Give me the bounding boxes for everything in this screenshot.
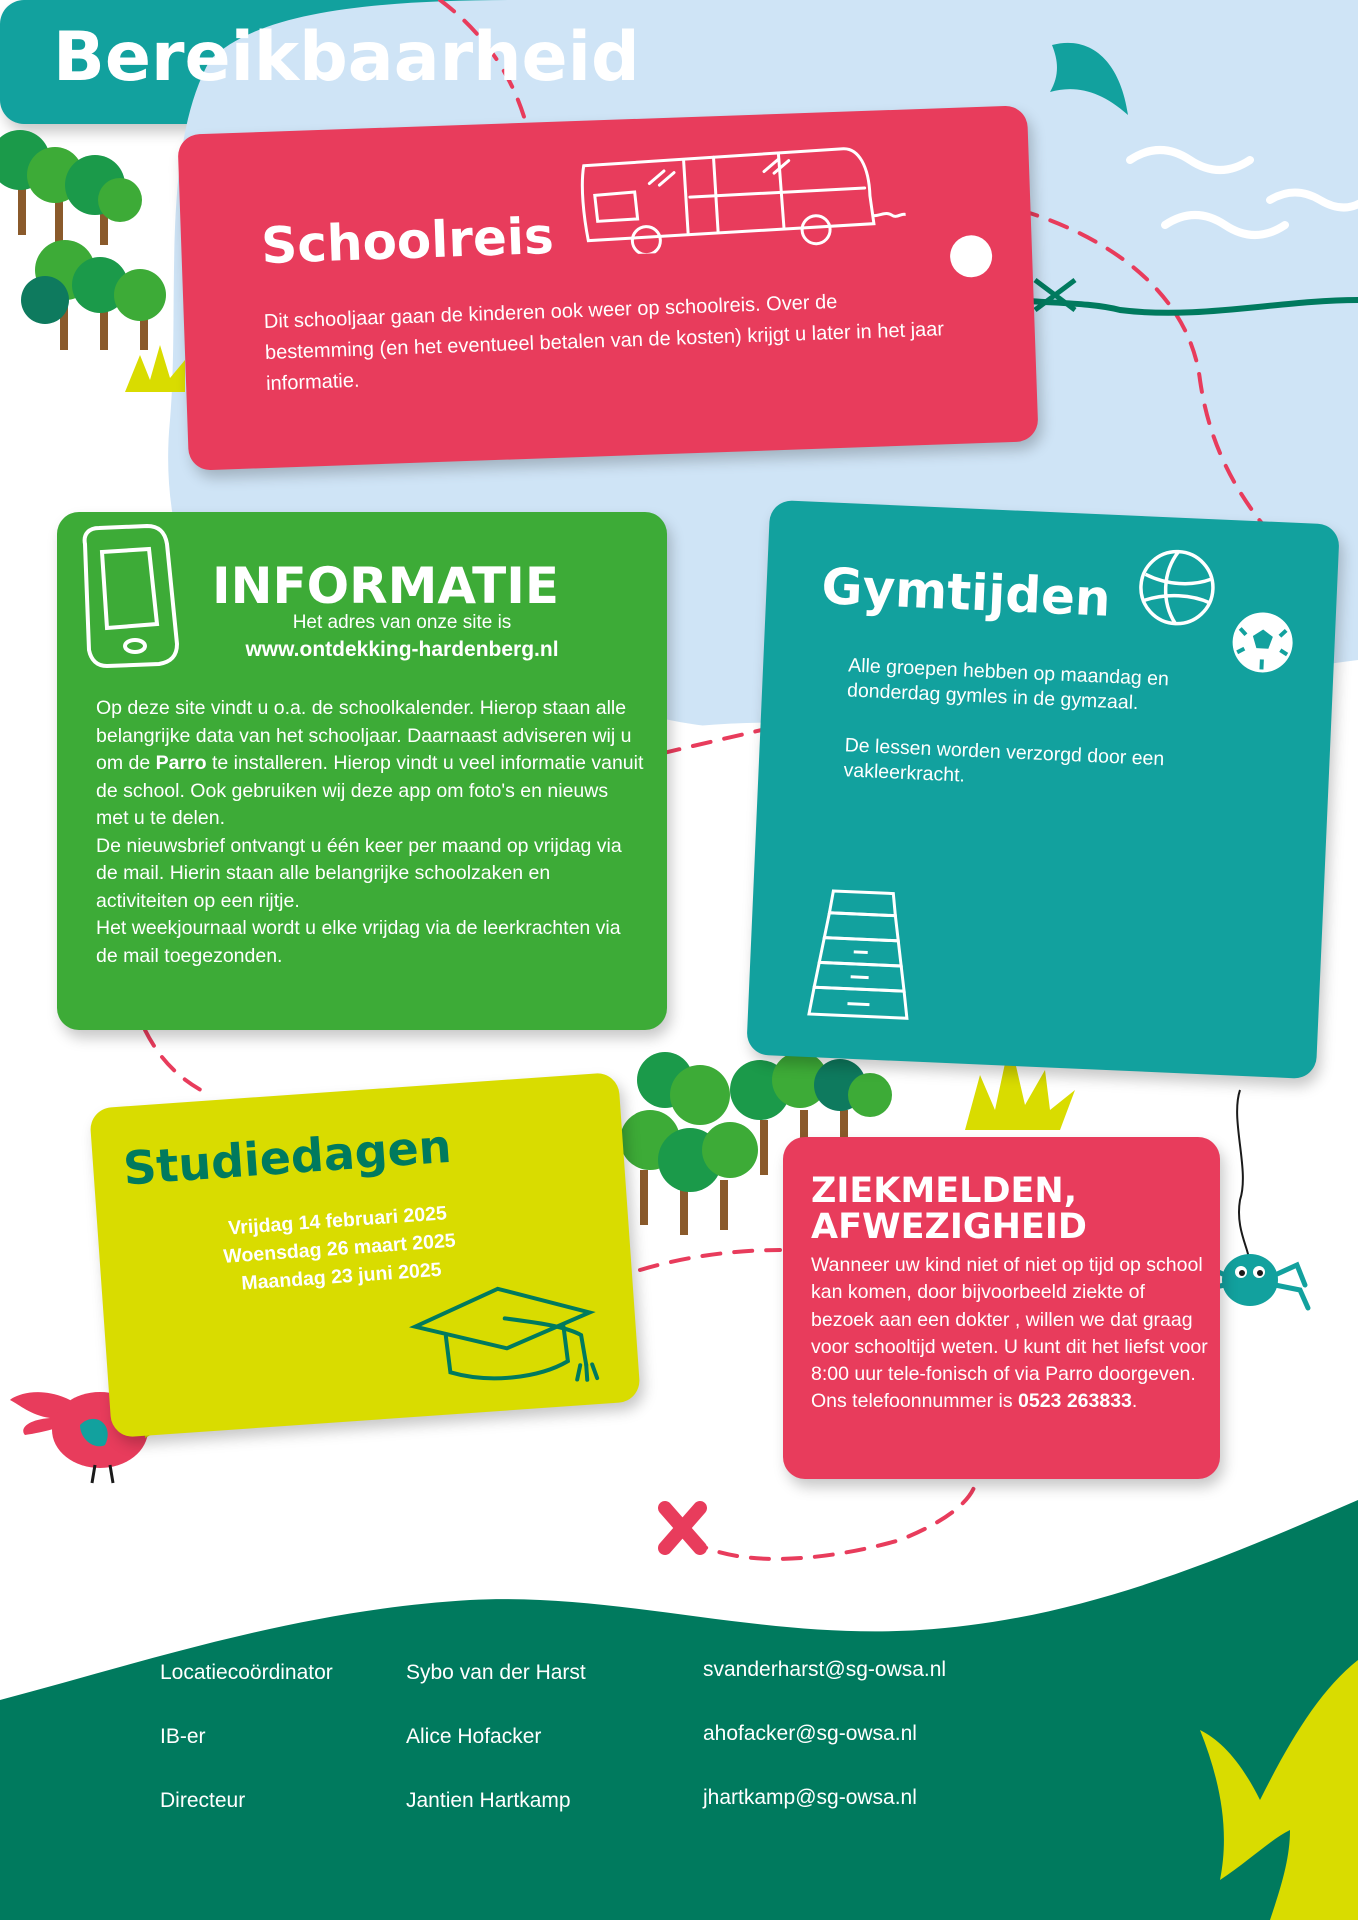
weekjournaal-text: Het weekjournaal wordt u elke vrijdag via de leerkrachten via de mail toegezonden. (96, 917, 621, 967)
graduation-cap-icon (402, 1274, 609, 1398)
gymtijden-body-1: Alle groepen hebben op maandag en donderdag gymles in de gymzaal. (846, 654, 1170, 715)
contact-role: Locatiecoördinator (160, 1661, 333, 1684)
bus-icon (573, 135, 907, 256)
schoolreis-body: Dit schooljaar gaan de kinderen ook weer op schoolreis. Over de bestemming (en het eventueel betalen van de kosten) krijgt u later in het jaar informatie. (263, 291, 945, 395)
date-item: Maandag 23 juni 2025 (240, 1258, 443, 1295)
gymtijden-card (746, 500, 1340, 1079)
ziekmelden-title-line-2: AFWEZIGHEID (811, 1207, 1087, 1247)
contact-name: Sybo van der Harst (406, 1661, 586, 1684)
informatie-title: INFORMATIE (212, 557, 560, 615)
schoolreis-title: Schoolreis (260, 206, 555, 276)
soccer-ball-icon (1228, 608, 1297, 677)
gymtijden-title: Gymtijden (820, 557, 1112, 628)
date-item: Woensdag 26 maart 2025 (222, 1229, 457, 1268)
ziekmelden-text: Wanneer uw kind niet of niet op tijd op school kan komen, door bijvoorbeeld ziekte of bezoek aan een dokter , willen we dat graag voor schooltijd weten. U kunt dit het liefst voor 8:00 uur tele-fonisch of via Parro doorgeven. Ons telefoonnummer is (811, 1254, 1208, 1413)
parro-label: Parro (155, 752, 207, 774)
vaulting-box-icon (803, 882, 919, 1027)
informatie-subtitle: Het adres van onze site is (292, 612, 512, 633)
contact-email[interactable]: svanderharst@sg-owsa.nl (703, 1658, 947, 1681)
informatie-body (96, 695, 646, 970)
contact-name: Jantien Hartkamp (406, 1789, 571, 1812)
trees-top-left (0, 130, 166, 350)
tag-hole (949, 235, 992, 278)
basketball-icon (1135, 546, 1218, 629)
phone-number[interactable]: 0523 263833 (1018, 1390, 1132, 1413)
studiedagen-title: Studiedagen (121, 1118, 454, 1196)
ziekmelden-title-line-1: ZIEKMELDEN, (811, 1171, 1078, 1211)
ziekmelden-body (811, 1252, 1211, 1416)
contact-email[interactable]: jhartkamp@sg-owsa.nl (703, 1786, 917, 1809)
contact-role: IB-er (160, 1725, 206, 1748)
informatie-text-2: te installeren. Hierop vindt u veel informatie vanuit de school. Ook gebruiken wij deze app om foto's en nieuws met u te delen. (96, 752, 644, 829)
informatie-text-1: Op deze site vindt u o.a. de schoolkalender. Hierop staan alle belangrijke data van het schooljaar. Daarnaast adviseren wij u om de (96, 697, 632, 774)
contact-email[interactable]: ahofacker@sg-owsa.nl (703, 1722, 917, 1745)
ziekmelden-card (783, 1137, 1220, 1479)
ziekmelden-text-end: . (1131, 1390, 1138, 1413)
studiedagen-card (89, 1072, 641, 1438)
informatie-card (57, 512, 667, 1030)
nieuwsbrief-text: De nieuwsbrief ontvangt u één keer per maand op vrijdag via de mail. Hierin staan alle belangrijke schoolzaken en activiteiten op een rijtje. (96, 834, 622, 912)
gymtijden-body-2: De lessen worden verzorgd door een vakleerkracht. (843, 734, 1165, 787)
schoolreis-card (177, 105, 1038, 470)
contact-name: Alice Hofacker (406, 1725, 542, 1748)
bereikbaarheid-title: Bereikbaarheid (53, 18, 640, 97)
ziekmelden-title (811, 1173, 1087, 1245)
website-link[interactable]: www.ontdekking-hardenberg.nl (245, 638, 559, 661)
date-item: Vrijdag 14 februari 2025 (227, 1202, 448, 1240)
contact-role: Directeur (160, 1789, 246, 1812)
